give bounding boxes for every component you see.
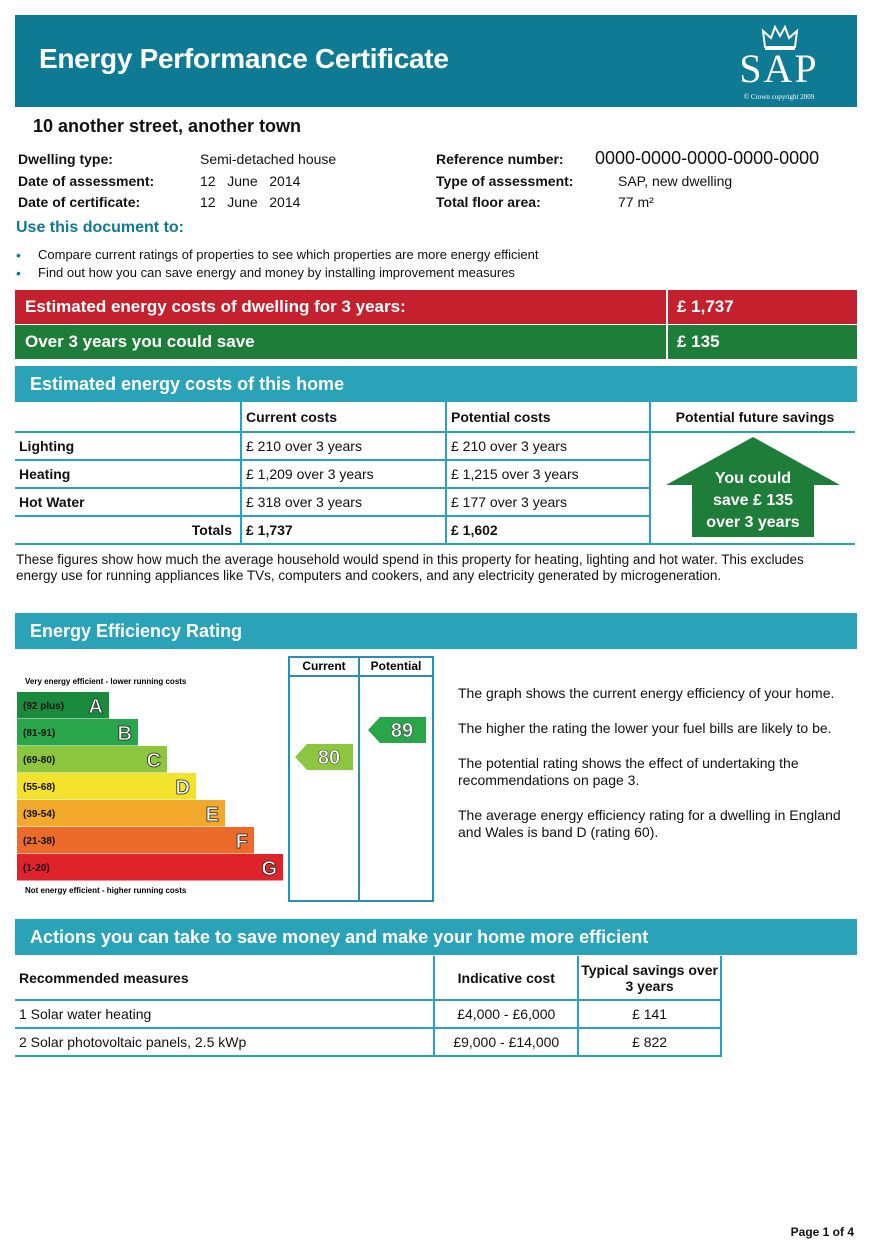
band-range-label: (92 plus) [23,701,65,712]
bullet-item: • Find out how you can save energy and money by installing improvement measures [16,264,539,282]
band-range-label: (55-68) [23,782,56,793]
reference-number: 0000-0000-0000-0000-0000 [595,148,820,168]
house-line-3: over 3 years [706,513,800,531]
date-certificate-label: Date of certificate: [18,194,141,210]
current-column-header: Current [302,659,346,673]
reference-label: Reference number: [436,151,564,167]
costs-section-header: Estimated energy costs of this home [15,366,857,402]
logo-text: SAP [739,46,819,91]
column-header: Current costs [241,402,446,432]
date-assessment-value: 12 June 2014 [200,173,301,189]
potential-cost: £ 210 over 3 years [446,432,650,460]
current-cost: £ 1,209 over 3 years [241,460,446,488]
dwelling-type-label: Dwelling type: [18,151,113,167]
house-line-2: save £ 135 [712,491,794,509]
totals-label: Totals [15,516,241,544]
logo-copyright: © Crown copyright 2009 [743,93,815,101]
rating-band-g [17,854,283,881]
band-letter: B [117,723,132,745]
future-savings-cell [650,432,855,544]
table-header-row [15,956,721,1000]
table-row [15,432,855,460]
costs-note: These figures show how much the average household would spend in this property for heating, lighting and hot water. This excludes energy use for running appliances like TVs, computers and cookers, and any electricity generated by microgeneration. [16,552,804,583]
explanation-paragraph: The average energy efficiency rating for a dwelling in England and Wales is band D (rating 60). [458,807,841,840]
column-header: Typical savings over 3 years [578,956,721,1000]
column-header: Potential costs [446,402,650,432]
potential-rating-value: 89 [390,720,414,742]
indicative-cost: £9,000 - £14,000 [434,1028,578,1056]
actions-section-header: Actions you can take to save money and make your home more efficient [15,919,857,955]
actions-table [15,956,722,1057]
assessment-type-label: Type of assessment: [436,173,574,189]
potential-column-header: Potential [370,659,422,673]
band-range-label: (1-20) [23,863,50,874]
dwelling-type-value: Semi-detached house [200,151,337,167]
costs-table [15,402,855,545]
savings-label: Over 3 years you could save [25,332,255,351]
band-range-label: (81-91) [23,728,56,739]
floor-area-value: 77 m² [618,194,654,210]
totals-current: £ 1,737 [241,516,446,544]
estimated-cost-value: £ 1,737 [677,297,734,316]
date-certificate-value: 12 June 2014 [200,194,301,210]
band-letter: C [146,750,161,772]
table-row [15,1028,721,1056]
band-letter: F [235,831,248,853]
typical-saving: £ 141 [578,1000,721,1028]
column-header: Potential future savings [650,402,855,432]
explanation-paragraph: The higher the rating the lower your fuel bills are likely to be. [458,720,832,736]
row-label: Hot Water [15,488,241,516]
rating-section-header: Energy Efficiency Rating [15,613,857,649]
potential-cost: £ 177 over 3 years [446,488,650,516]
band-letter: E [205,804,219,826]
column-header: Indicative cost [434,956,578,1000]
floor-area-label: Total floor area: [436,194,541,210]
column-header: Recommended measures [15,956,434,1000]
row-label: Heating [15,460,241,488]
savings-value: £ 135 [677,332,720,351]
current-rating-value: 80 [317,747,341,769]
table-row [15,1000,721,1028]
estimated-cost-label: Estimated energy costs of dwelling for 3 years: [25,297,406,316]
page-title: Energy Performance Certificate [39,43,449,74]
band-range-label: (39-54) [23,809,56,820]
property-address: 10 another street, another town [33,116,302,136]
band-letter: G [261,858,277,880]
savings-bar [15,325,857,359]
house-line-1: You could [714,469,792,487]
current-cost: £ 210 over 3 years [241,432,446,460]
header-banner [15,15,857,107]
potential-cost: £ 1,215 over 3 years [446,460,650,488]
bullet-item: • Compare current ratings of properties to see which properties are more energy efficient [16,246,539,264]
house-savings-icon [664,435,842,539]
use-document-title: Use this document to: [16,219,185,236]
band-range-label: (21-38) [23,836,56,847]
indicative-cost: £4,000 - £6,000 [434,1000,578,1028]
row-label: Lighting [15,432,241,460]
totals-potential: £ 1,602 [446,516,650,544]
energy-rating-chart [15,656,435,902]
estimated-cost-bar [15,290,857,324]
typical-saving: £ 822 [578,1028,721,1056]
measure: 2 Solar photovoltaic panels, 2.5 kWp [15,1028,434,1056]
rating-bottom-note: Not energy efficient - higher running costs [25,886,187,895]
rating-explanation [458,685,858,859]
rating-top-note: Very energy efficient - lower running costs [25,677,187,686]
band-letter: A [88,696,103,718]
assessment-type-value: SAP, new dwelling [618,173,733,189]
sap-logo [723,23,835,105]
current-cost: £ 318 over 3 years [241,488,446,516]
band-letter: D [175,777,190,799]
explanation-paragraph: The graph shows the current energy efficiency of your home. [458,685,835,701]
table-header-row [15,402,855,432]
measure: 1 Solar water heating [15,1000,434,1028]
band-range-label: (69-80) [23,755,56,766]
date-assessment-label: Date of assessment: [18,173,155,189]
explanation-paragraph: The potential rating shows the effect of undertaking the recommendations on page 3. [458,755,799,788]
page-number: Page 1 of 4 [790,1225,854,1239]
use-bullet-list [16,246,539,282]
